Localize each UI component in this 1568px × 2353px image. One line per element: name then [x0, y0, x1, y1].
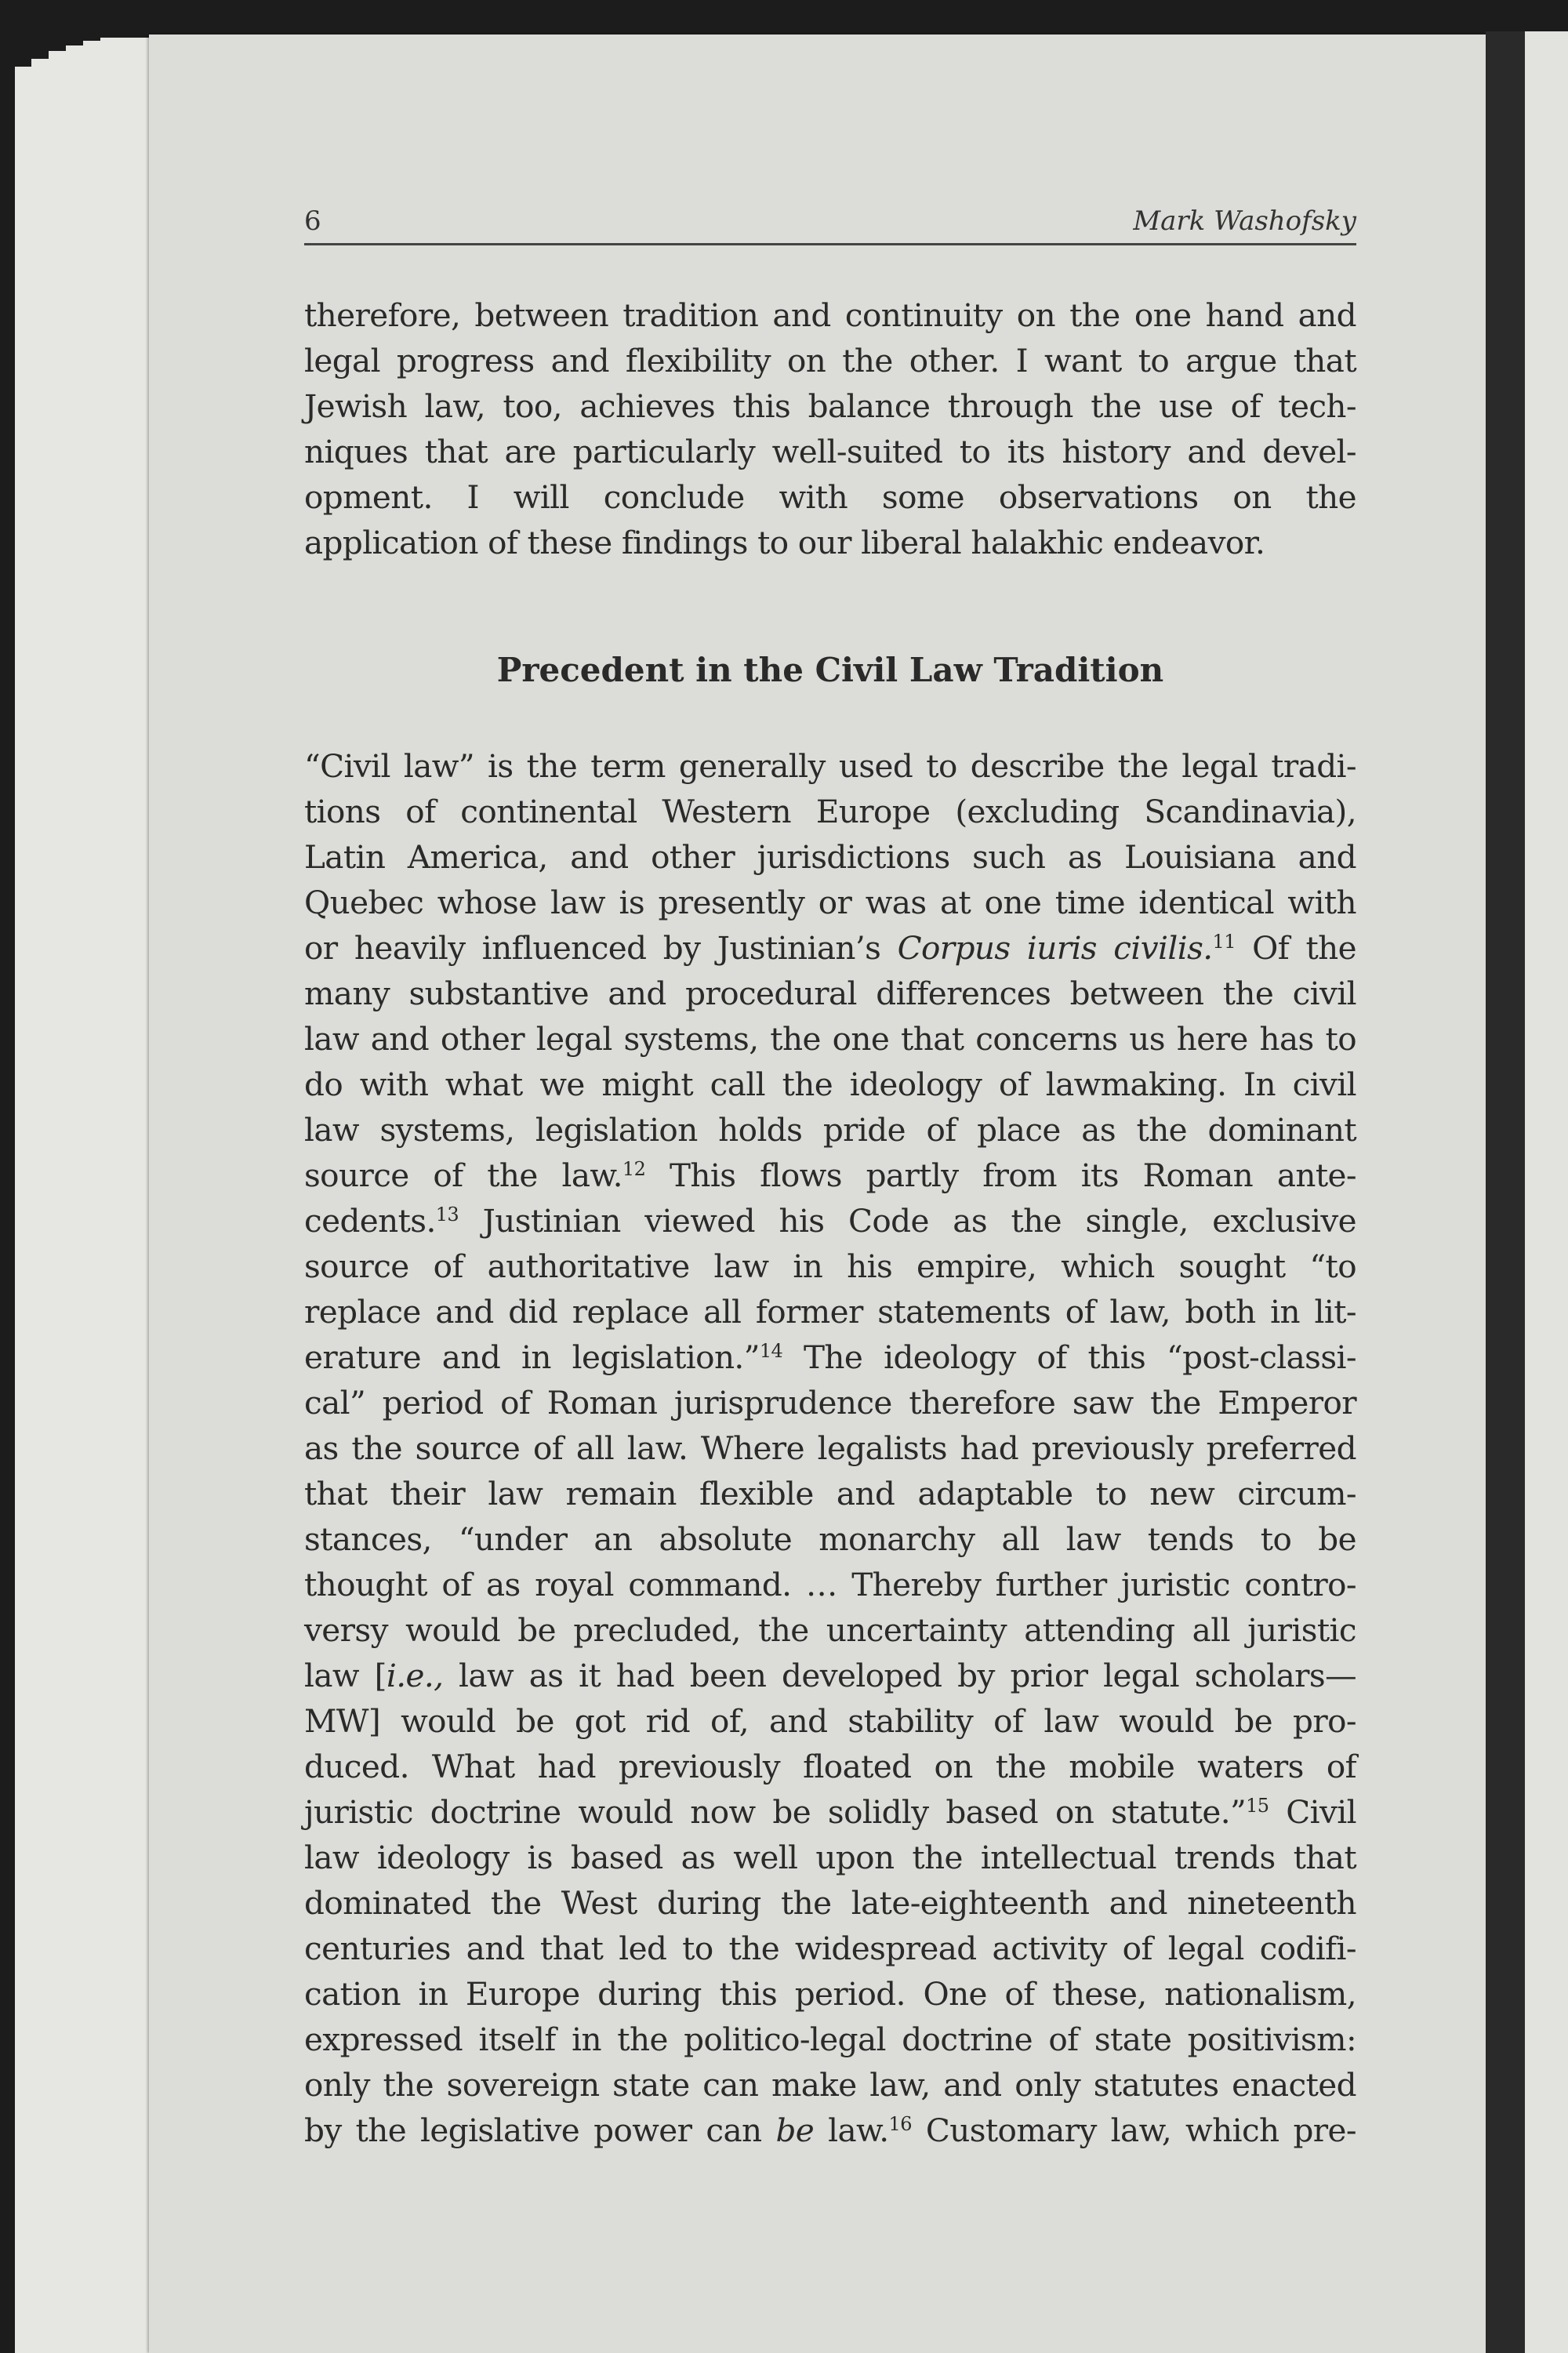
text-line: [304, 2108, 1356, 2153]
text-line: [304, 789, 1356, 834]
text-segment: law [: [304, 1657, 387, 1694]
footnote-marker: 12: [622, 1158, 646, 1180]
text-line: [304, 1425, 1356, 1471]
text-segment: cation in Europe during this period. One of these, nationalism,: [304, 1975, 1356, 2013]
text-line: [304, 1016, 1356, 1062]
text-line: [304, 1289, 1356, 1334]
footnote-marker: 14: [759, 1340, 783, 1362]
section-heading: Precedent in the Civil Law Tradition: [496, 651, 1164, 689]
text-segment: Of the: [1235, 929, 1356, 967]
text-line: [304, 880, 1356, 925]
text-segment: or heavily influenced by Justinian’s: [304, 929, 898, 967]
text-segment: many substantive and procedural differences between the civil: [304, 975, 1356, 1012]
text-segment: Customary law, which pre-: [911, 2112, 1356, 2149]
facing-page-edge: [1525, 31, 1568, 2353]
text-line: [304, 1744, 1356, 1789]
text-segment: source of authoritative law in his empire, which sought “to: [304, 1247, 1356, 1285]
footnote-marker: 13: [435, 1204, 459, 1226]
text-segment: only the sovereign state can make law, and only statutes enacted: [304, 2066, 1356, 2104]
text-line: [304, 925, 1356, 971]
text-line: [304, 2017, 1356, 2062]
text-segment: that their law remain flexible and adaptable to new circum-: [304, 1475, 1356, 1512]
text-segment: therefore, between tradition and continuity on the one hand and: [304, 296, 1356, 334]
text-line: [304, 1653, 1356, 1698]
text-line: [304, 520, 1356, 565]
footnote-marker: 15: [1246, 1795, 1269, 1817]
text-segment: application of these findings to our liberal halakhic endeavor.: [304, 524, 1265, 561]
text-segment: Justinian viewed his Code as the single, exclusive: [459, 1202, 1356, 1240]
text-segment: erature and in legislation.”: [304, 1338, 760, 1376]
text-segment: “Civil law” is the term generally used to describe the legal tradi-: [304, 747, 1356, 785]
text-line: [304, 1244, 1356, 1289]
text-segment: cal” period of Roman jurisprudence therefore saw the Emperor: [304, 1384, 1356, 1422]
text-line: [304, 474, 1356, 520]
text-segment: dominated the West during the late-eighteenth and nineteenth: [304, 1884, 1356, 1922]
text-segment: do with what we might call the ideology of lawmaking. In civil: [304, 1066, 1356, 1103]
text-segment: law and other legal systems, the one that concerns us here has to: [304, 1020, 1356, 1058]
text-segment: This flows partly from its Roman ante-: [645, 1157, 1356, 1194]
text-line: [304, 743, 1356, 789]
text-segment: thought of as royal command. … Thereby further juristic contro-: [304, 1566, 1356, 1603]
text-line: [304, 1153, 1356, 1198]
running-head-author: Mark Washofsky: [1133, 205, 1356, 237]
text-segment: Jewish law, too, achieves this balance through the use of tech-: [304, 387, 1356, 425]
text-segment: tions of continental Western Europe (excluding Scandinavia),: [304, 793, 1356, 830]
text-line: [304, 292, 1356, 338]
text-segment: Civil: [1269, 1793, 1356, 1831]
text-line: [304, 1698, 1356, 1744]
text-segment: Latin America, and other jurisdictions such as Louisiana and: [304, 838, 1356, 876]
text-segment: juristic doctrine would now be solidly based on statute.”: [304, 1793, 1247, 1831]
text-segment: law systems, legislation holds pride of place as the dominant: [304, 1111, 1356, 1149]
text-segment: replace and did replace all former statements of law, both in lit-: [304, 1293, 1356, 1331]
text-line: [304, 383, 1356, 429]
text-segment: be: [775, 2112, 815, 2149]
footnote-marker: 11: [1212, 931, 1236, 953]
text-line: [304, 1380, 1356, 1425]
text-line: [304, 1471, 1356, 1516]
running-header: [304, 198, 1356, 245]
text-segment: versy would be precluded, the uncertainty attending all juristic: [304, 1611, 1356, 1649]
text-line: [304, 1198, 1356, 1244]
text-segment: law as it had been developed by prior legal scholars—: [443, 1657, 1356, 1694]
text-line: [304, 1107, 1356, 1153]
text-line: [304, 1334, 1356, 1380]
text-line: [304, 1835, 1356, 1880]
text-line: [304, 971, 1356, 1016]
paragraph: [304, 292, 1356, 565]
text-line: [304, 1880, 1356, 1926]
text-line: [304, 1607, 1356, 1653]
text-segment: as the source of all law. Where legalists had previously preferred: [304, 1429, 1356, 1467]
text-line: [304, 1971, 1356, 2017]
text-segment: duced. What had previously floated on the mobile waters of: [304, 1748, 1356, 1785]
text-segment: law ideology is based as well upon the intellectual trends that: [304, 1839, 1356, 1876]
text-segment: Quebec whose law is presently or was at one time identical with: [304, 884, 1356, 921]
text-segment: cedents.: [304, 1202, 436, 1240]
text-segment: Corpus iuris civilis.: [897, 929, 1213, 967]
text-line: [304, 1789, 1356, 1835]
text-segment: law.: [814, 2112, 889, 2149]
page-number: 6: [304, 205, 321, 237]
text-segment: by the legislative power can: [304, 2112, 776, 2149]
text-segment: i.e.,: [386, 1657, 444, 1694]
text-line: [304, 834, 1356, 880]
text-line: [304, 2062, 1356, 2108]
text-segment: legal progress and flexibility on the other. I want to argue that: [304, 342, 1356, 379]
text-line: [304, 1562, 1356, 1607]
page-edge: [100, 38, 156, 2353]
text-segment: source of the law.: [304, 1157, 622, 1194]
text-segment: The ideology of this “post-classi-: [782, 1338, 1356, 1376]
text-line: [304, 1516, 1356, 1562]
text-line: [304, 1926, 1356, 1971]
text-line: [304, 429, 1356, 474]
footnote-marker: 16: [888, 2113, 912, 2135]
text-segment: stances, “under an absolute monarchy all law tends to be: [304, 1520, 1356, 1558]
text-segment: centuries and that led to the widespread activity of legal codifi-: [304, 1930, 1356, 1967]
paragraph: [304, 743, 1356, 2153]
text-segment: opment. I will conclude with some observations on the: [304, 478, 1356, 516]
text-line: [304, 1062, 1356, 1107]
text-line: [304, 338, 1356, 383]
text-segment: MW] would be got rid of, and stability of law would be pro-: [304, 1702, 1356, 1740]
text-segment: expressed itself in the politico-legal doctrine of state positivism:: [304, 2021, 1356, 2058]
text-segment: niques that are particularly well-suited to its history and devel-: [304, 433, 1356, 470]
